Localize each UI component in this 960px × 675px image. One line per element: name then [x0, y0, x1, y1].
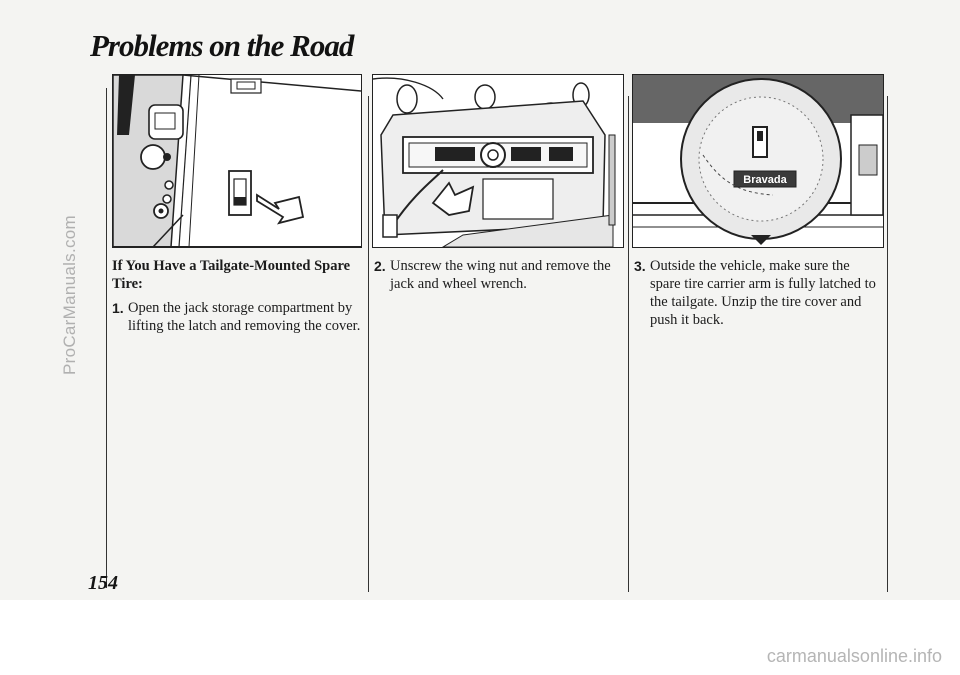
- column-1-text: [112, 257, 362, 335]
- column-rule-left: [106, 88, 107, 588]
- figure-jack-compartment: [112, 74, 362, 248]
- jack-wrench-illustration: [373, 75, 623, 247]
- step-3-text: Outside the vehicle, make sure the spare tire carrier arm is fully latched to the tailgate. Unzip the tire cover and push it back.: [650, 258, 876, 328]
- column-rule-right: [887, 96, 888, 592]
- step-3: [634, 257, 880, 329]
- step-1: [112, 299, 362, 335]
- step-2: [374, 257, 622, 293]
- column-rule-2: [628, 96, 629, 592]
- step-2-text: Unscrew the wing nut and remove the jack and wheel wrench.: [390, 258, 611, 292]
- spare-tire-illustration: [633, 75, 883, 247]
- side-watermark: ProCarManuals.com: [60, 214, 79, 376]
- step-1-text: Open the jack storage compartment by lifting the latch and removing the cover.: [128, 300, 361, 334]
- page-number: 154: [88, 572, 118, 594]
- column-2-text: [374, 257, 622, 293]
- tire-cover-badge: Bravada: [743, 174, 787, 186]
- step-1-number: 1.: [112, 300, 124, 316]
- jack-compartment-illustration: [113, 75, 361, 247]
- page-title: Problems on the Road: [90, 28, 354, 63]
- subheading-tailgate-spare: If You Have a Tailgate-Mounted Spare Tire:: [112, 258, 351, 292]
- footer-watermark: carmanualsonline.info: [766, 646, 942, 666]
- figure-jack-and-wrench: [372, 74, 624, 248]
- step-2-number: 2.: [374, 258, 386, 274]
- column-3-text: [634, 257, 880, 329]
- step-3-number: 3.: [634, 258, 646, 274]
- column-rule-1: [368, 96, 369, 592]
- figure-spare-tire-cover: [632, 74, 884, 248]
